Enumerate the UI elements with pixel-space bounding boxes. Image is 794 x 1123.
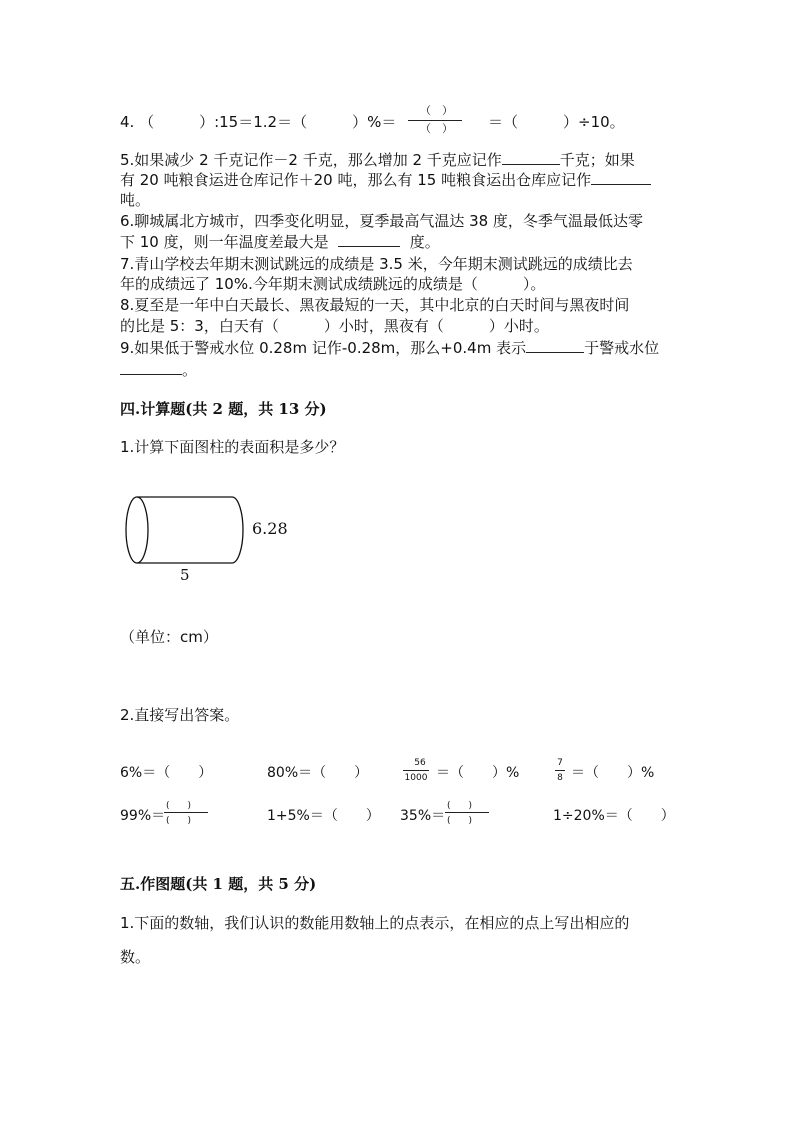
q5-line1-text-end: 千克；如果: [559, 151, 635, 169]
calc-99-blank-den: ( ): [166, 816, 192, 826]
frac-7-numerator: 7: [557, 758, 563, 768]
calc-80-percent: 80%＝（ ）: [267, 765, 369, 781]
calc-35-frac-bar: [445, 812, 489, 813]
q4-text-end: ＝（ ）÷10。: [488, 113, 625, 131]
calc-99-frac-bar: [164, 812, 208, 813]
frac-56-denominator: 1000: [404, 773, 428, 783]
q4-fraction-bar: [408, 120, 462, 121]
q6-line2-text: 下 10 度，则一年温度差最大是: [120, 233, 329, 251]
calc-35-blank-den: ( ): [447, 816, 473, 826]
q5-line2-text: 有 20 吨粮食运进仓库记作＋20 吨，那么有 15 吨粮食运出仓库应记作: [120, 171, 592, 189]
calc-35-blank-num: ( ): [447, 801, 473, 811]
section4-q1-text: 1.计算下面图柱的表面积是多少？: [120, 438, 345, 456]
q4-fraction-numerator: （ ）: [420, 104, 453, 117]
q9-answer-blank-2[interactable]: [120, 360, 182, 375]
calc-7-over-8: ＝（ ）%: [571, 765, 655, 781]
section5-q1-line1: 1.下面的数轴，我们认识的数能用数轴上的点表示，在相应的点上写出相应的: [120, 914, 630, 932]
q6-line2-text-end: 度。: [409, 233, 440, 251]
q9-answer-blank-1[interactable]: [526, 338, 584, 353]
frac-56-bar: [403, 770, 429, 771]
q9-line2: [120, 360, 197, 380]
q6-answer-blank[interactable]: [338, 232, 400, 247]
q5-line2: [120, 170, 651, 190]
cylinder-diameter-label: 6.28: [252, 519, 288, 538]
frac-7-bar: [555, 770, 565, 771]
q5-line1-text: 5.如果减少 2 千克记作－2 千克，那么增加 2 千克应记作: [120, 151, 502, 169]
q7-line1: 7.青山学校去年期末测试跳远的成绩是 3.5 米，今年期末测试跳远的成绩比去: [120, 255, 633, 273]
section5-title: 五.作图题(共 1 题，共 5 分): [120, 875, 317, 893]
q5-line1: [120, 150, 635, 170]
frac-56-numerator: 56: [414, 758, 426, 768]
q9-line2-text: 。: [182, 361, 198, 379]
frac-7-denominator: 8: [557, 773, 563, 783]
cylinder-length-label: 5: [180, 566, 190, 584]
q9-line1: [120, 338, 659, 358]
q5-answer-blank-1[interactable]: [502, 150, 560, 165]
calc-1-plus-5-percent: 1+5%＝（ ）: [267, 808, 380, 824]
q6-line2: [120, 232, 440, 252]
q4-fraction-denominator: （ ）: [420, 122, 453, 135]
q9-line1-text: 9.如果低于警戒水位 0.28m 记作-0.28m，那么+0.4m 表示: [120, 339, 527, 357]
cylinder-right-face: [232, 497, 243, 563]
q9-line1-text-end: 于警戒水位: [584, 339, 660, 357]
q8-line1: 8.夏至是一年中白天最长、黑夜最短的一天，其中北京的白天时间与黑夜时间: [120, 296, 630, 314]
q8-line2: 的比是 5：3，白天有（ ）小时，黑夜有（ ）小时。: [120, 317, 549, 335]
section4-title: 四.计算题(共 2 题，共 13 分): [120, 400, 327, 418]
section4-unit-note: （单位：cm）: [120, 628, 218, 646]
q6-line1: 6.聊城属北方城市，四季变化明显，夏季最高气温达 38 度，冬季气温最低达零: [120, 212, 643, 230]
section5-q1-line2: 数。: [120, 948, 151, 966]
q4-text-start: 4. （ ）:15＝1.2＝（ ）%＝: [120, 113, 397, 131]
calc-56-over-1000: ＝（ ）%: [436, 765, 520, 781]
q5-line3: 吨。: [120, 191, 151, 209]
section4-q2-text: 2.直接写出答案。: [120, 706, 240, 724]
cylinder-left-face: [126, 497, 148, 563]
calc-99-blank-num: ( ): [166, 801, 192, 811]
calc-99-percent: 99%＝: [120, 808, 166, 824]
q5-answer-blank-2[interactable]: [591, 170, 651, 185]
q7-line2: 年的成绩远了 10%.今年期末测试成绩跳远的成绩是（ ）。: [120, 275, 546, 293]
calc-35-percent: 35%＝: [400, 808, 446, 824]
calc-6-percent: 6%＝（ ）: [120, 765, 213, 781]
calc-1-div-20-percent: 1÷20%＝（ ）: [553, 808, 675, 824]
